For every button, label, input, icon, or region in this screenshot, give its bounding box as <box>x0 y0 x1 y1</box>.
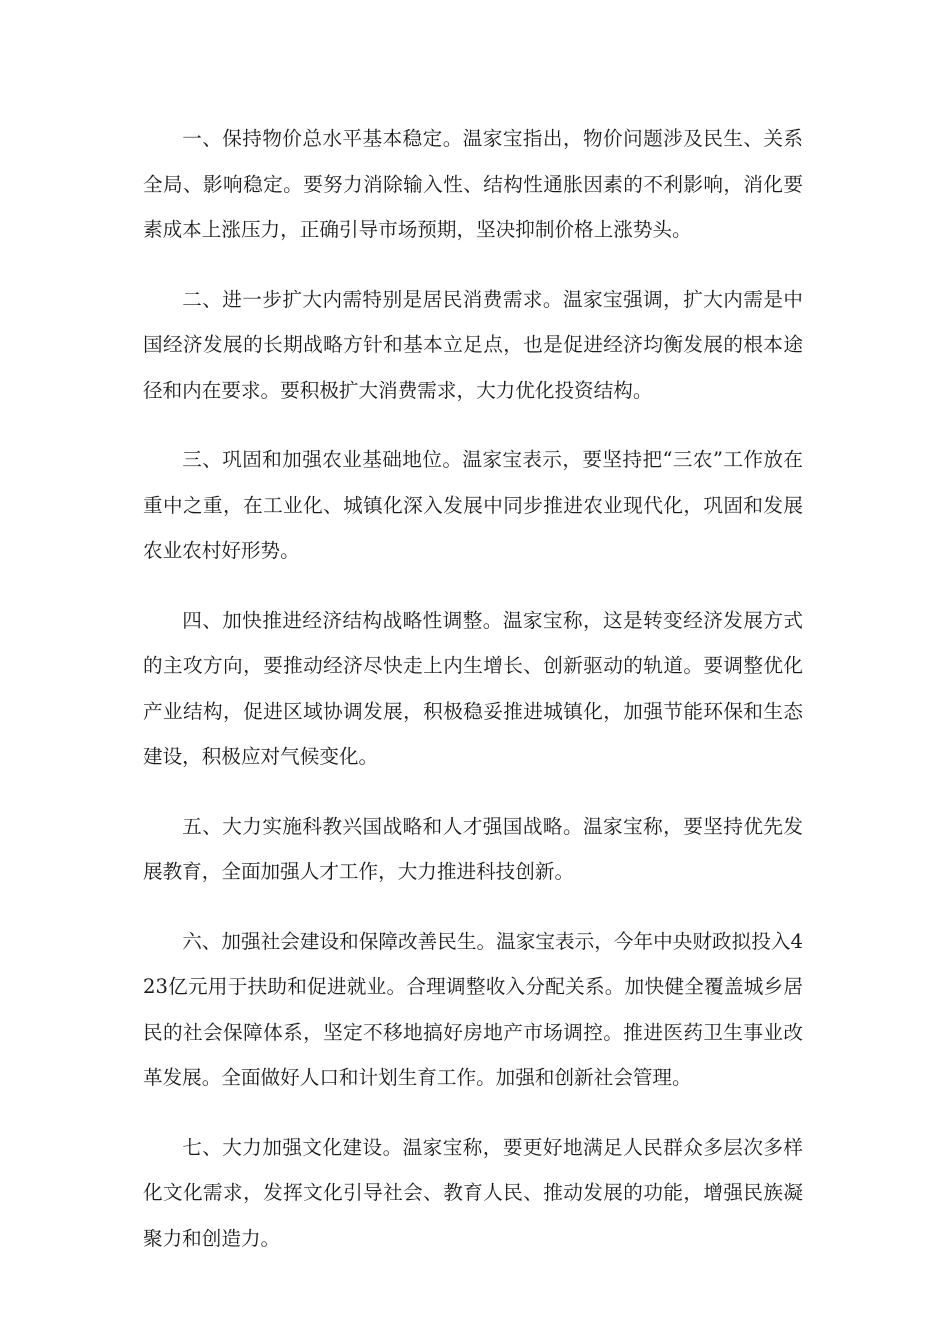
document-body <box>143 116 803 1285</box>
paragraph-3: 三、巩固和加强农业基础地位。温家宝表示，要坚持把“三农”工作放在重中之重，在工业化、城镇化深入发展中同步推进农业现代化，巩固和发展农业农村好形势。 <box>143 448 803 562</box>
paragraph-7: 七、大力加强文化建设。温家宝称，要更好地满足人民群众多层次多样化文化需求，发挥文化引导社会、教育人民、推动发展的功能，增强民族凝聚力和创造力。 <box>143 1135 803 1250</box>
paragraph-1: 一、保持物价总水平基本稳定。温家宝指出，物价问题涉及民生、关系全局、影响稳定。要努力消除输入性、结构性通胀因素的不利影响，消化要素成本上涨压力，正确引导市场预期，坚决抑制价格上涨势头。 <box>143 127 803 241</box>
paragraph-4: 四、加快推进经济结构战略性调整。温家宝称，这是转变经济发展方式的主攻方向，要推动经济尽快走上内生增长、创新驱动的轨道。要调整优化产业结构，促进区域协调发展，积极稳妥推进城镇化，加强节能环保和生态建设，积极应对气候变化。 <box>143 608 803 768</box>
paragraph-6: 六、加强社会建设和保障改善民生。温家宝表示，今年中央财政拟投入423亿元用于扶助和促进就业。合理调整收入分配关系。加快健全覆盖城乡居民的社会保障体系，坚定不移地搞好房地产市场调控。推进医药卫生事业改革发展。全面做好人口和计划生育工作。加强和创新社会管理。 <box>143 929 803 1089</box>
paragraph-2: 二、进一步扩大内需特别是居民消费需求。温家宝强调，扩大内需是中国经济发展的长期战略方针和基本立足点，也是促进经济均衡发展的根本途径和内在要求。要积极扩大消费需求，大力优化投资结构。 <box>143 287 803 402</box>
paragraph-5: 五、大力实施科教兴国战略和人才强国战略。温家宝称，要坚持优先发展教育，全面加强人才工作，大力推进科技创新。 <box>143 814 803 883</box>
